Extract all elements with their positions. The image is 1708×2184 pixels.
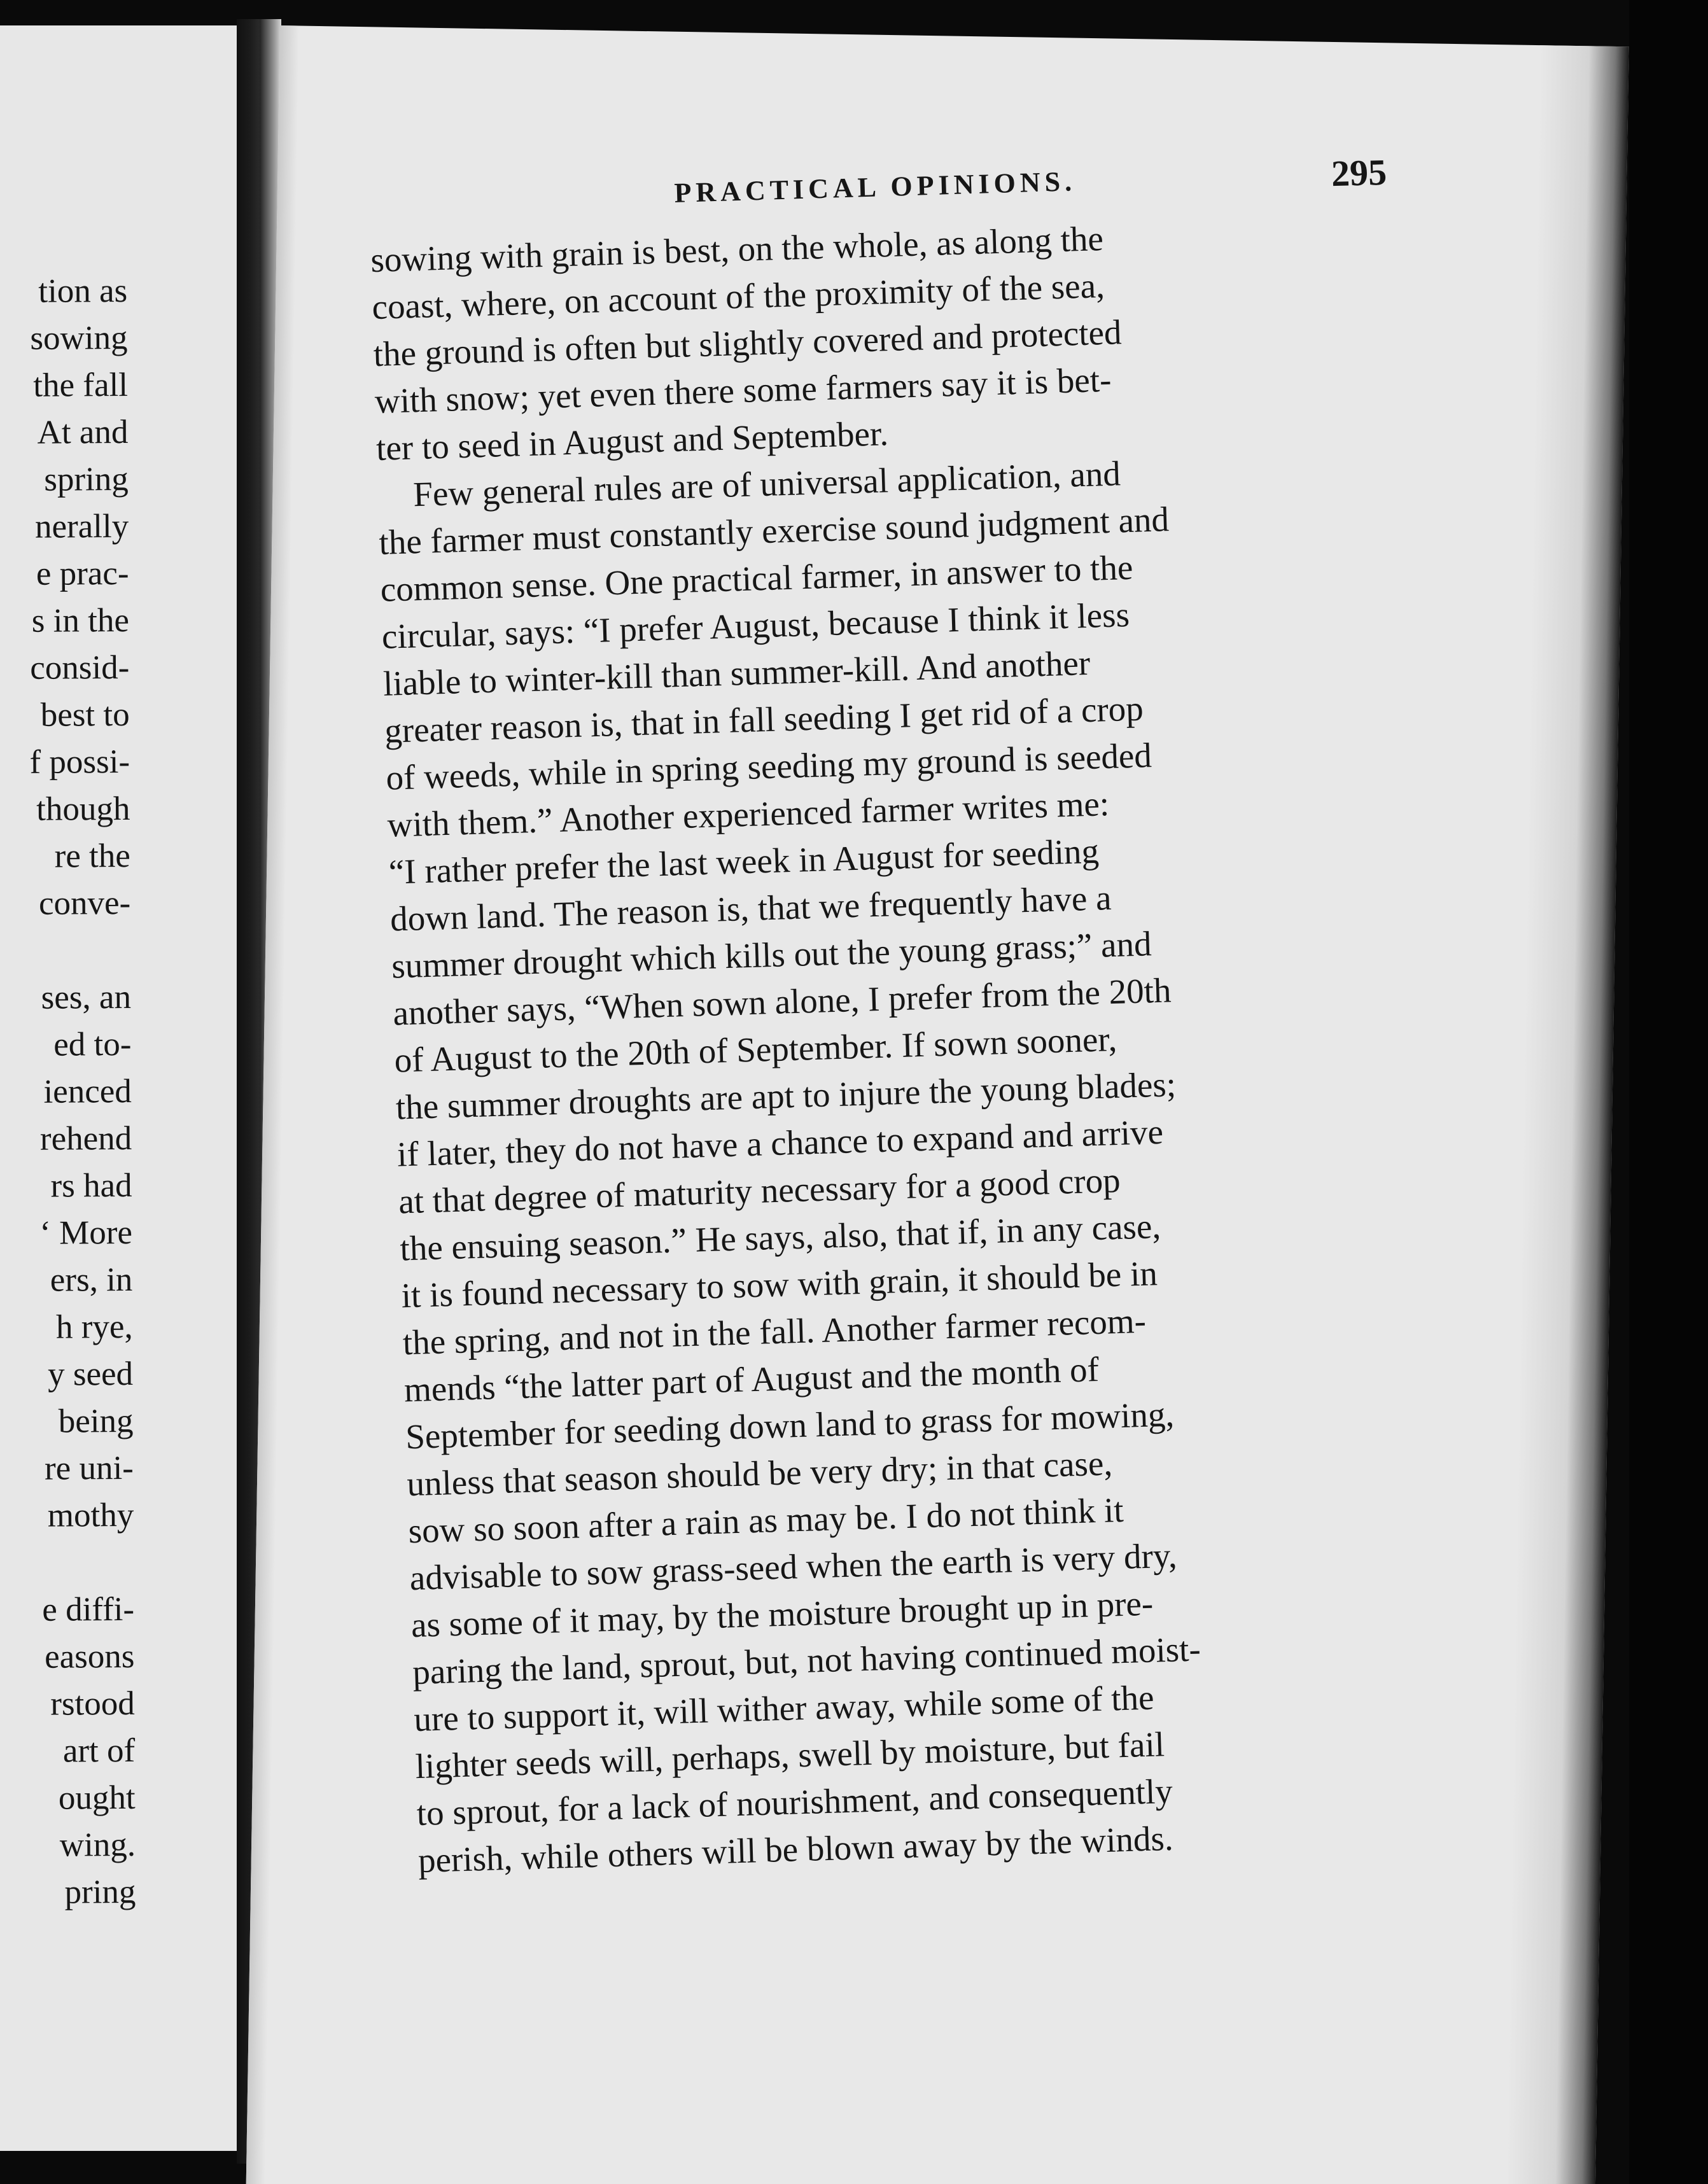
text-line: another says, “When sown alone, I prefer from the 20th [392, 970, 1172, 1033]
left-line: consid- [30, 648, 130, 687]
text-line: the ground is often but slightly covered and protected [372, 312, 1123, 374]
left-line: ‘ More [39, 1214, 133, 1252]
left-line: the fall [33, 366, 129, 404]
left-line: pring [64, 1873, 136, 1911]
left-line: re uni- [44, 1449, 134, 1487]
text-line: ter to seed in August and September. [375, 414, 889, 468]
text-line: unless that season should be very dry; in that case, [406, 1443, 1113, 1504]
left-line: ses, an [41, 978, 132, 1016]
page-content [368, 143, 1430, 1884]
text-line: of weeds, while in spring seeding my ground is seeded [385, 736, 1152, 797]
left-line: easons [44, 1637, 135, 1676]
text-line: of August to the 20th of September. If sown sooner, [393, 1019, 1118, 1080]
left-line: art of [62, 1732, 136, 1770]
right-page [246, 25, 1629, 2184]
left-line: spring [44, 460, 129, 498]
scan-border [1629, 0, 1708, 2184]
text-line: lighter seeds will, perhaps, swell by moisture, but fail [414, 1725, 1165, 1786]
left-line: rs had [50, 1166, 132, 1205]
text-line: it is found necessary to sow with grain, it should be in [400, 1254, 1158, 1315]
text-line: sow so soon after a rain as may be. I do not think it [407, 1490, 1124, 1551]
text-line: the ensuing season.” He says, also, that if, in any case, [399, 1206, 1161, 1268]
left-line: ought [58, 1779, 136, 1817]
text-line: with snow; yet even there some farmers say it is bet- [374, 360, 1112, 421]
text-line: down land. The reason is, that we frequently have a [389, 878, 1112, 939]
left-line: re the [54, 837, 130, 875]
page-fore-edge [1506, 45, 1628, 2184]
body-text [370, 207, 1430, 1884]
left-line [0, 1539, 134, 1587]
text-line: “I rather prefer the last week in August for seeding [388, 831, 1100, 892]
text-line: greater reason is, that in fall seeding I get rid of a crop [384, 689, 1144, 750]
left-line: s in the [31, 601, 130, 640]
left-line: sowing [30, 319, 128, 357]
text-line: if later, they do not have a chance to expand and arrive [396, 1112, 1164, 1174]
left-page-text [0, 267, 136, 1917]
page-number: 295 [1331, 151, 1387, 195]
left-line: ienced [43, 1072, 132, 1110]
left-line: At and [37, 413, 129, 451]
text-line: advisable to sow grass-seed when the earth is very dry, [409, 1536, 1178, 1598]
text-line: with them.” Another experienced farmer writes me: [386, 784, 1110, 844]
text-line: mends “the latter part of August and the month of [403, 1349, 1100, 1410]
text-line: at that degree of maturity necessary for a good crop [398, 1160, 1121, 1221]
text-line: sowing with grain is best, on the whole, as along the [370, 218, 1104, 280]
text-line: ure to support it, will wither away, while some of the [413, 1677, 1155, 1739]
text-line: coast, where, on account of the proximity of the sea, [371, 265, 1105, 327]
left-line: tion as [38, 272, 128, 310]
left-line: h rye, [55, 1308, 133, 1346]
left-line: best to [40, 696, 130, 734]
text-line: the summer droughts are apt to injure the young blades; [395, 1065, 1177, 1127]
left-page [0, 25, 237, 2151]
left-line: though [36, 790, 130, 828]
left-line: rehend [39, 1119, 132, 1158]
left-line [0, 927, 131, 975]
running-head-title: PRACTICAL OPINIONS. [673, 165, 1077, 209]
text-line: September for seeding down land to grass for mowing, [405, 1394, 1175, 1457]
left-line: conve- [38, 884, 131, 922]
text-line: paring the land, sprout, but, not having continued moist- [412, 1629, 1201, 1692]
text-line: the spring, and not in the fall. Another farmer recom- [402, 1301, 1147, 1362]
text-line: circular, says: “I prefer August, because I think it less [381, 595, 1130, 656]
left-line: being [58, 1402, 134, 1440]
text-line: liable to winter-kill than summer-kill. And another [382, 643, 1091, 703]
left-line: e prac- [36, 554, 129, 592]
text-line: to sprout, for a lack of nourishment, and consequently [416, 1771, 1173, 1833]
text-line: the farmer must constantly exercise sound judgment and [378, 500, 1170, 562]
left-line: mothy [47, 1496, 134, 1534]
left-line: rstood [50, 1684, 135, 1723]
left-line: f possi- [29, 743, 130, 781]
left-line: ed to- [53, 1025, 132, 1063]
text-line: as some of it may, by the moisture brought up in pre- [410, 1583, 1154, 1645]
paragraph-first-line: Few general rules are of universal application, and [412, 454, 1121, 514]
left-line: y seed [48, 1355, 134, 1393]
left-line: nerally [34, 507, 129, 545]
text-line: perish, while others will be blown away by the winds. [417, 1818, 1174, 1880]
left-line: e diffi- [42, 1590, 135, 1628]
text-line: summer drought which kills out the young grass;” and [391, 924, 1152, 986]
left-line: ers, in [50, 1261, 133, 1299]
text-line: common sense. One practical farmer, in answer to the [379, 547, 1134, 609]
left-line: wing. [59, 1826, 136, 1864]
